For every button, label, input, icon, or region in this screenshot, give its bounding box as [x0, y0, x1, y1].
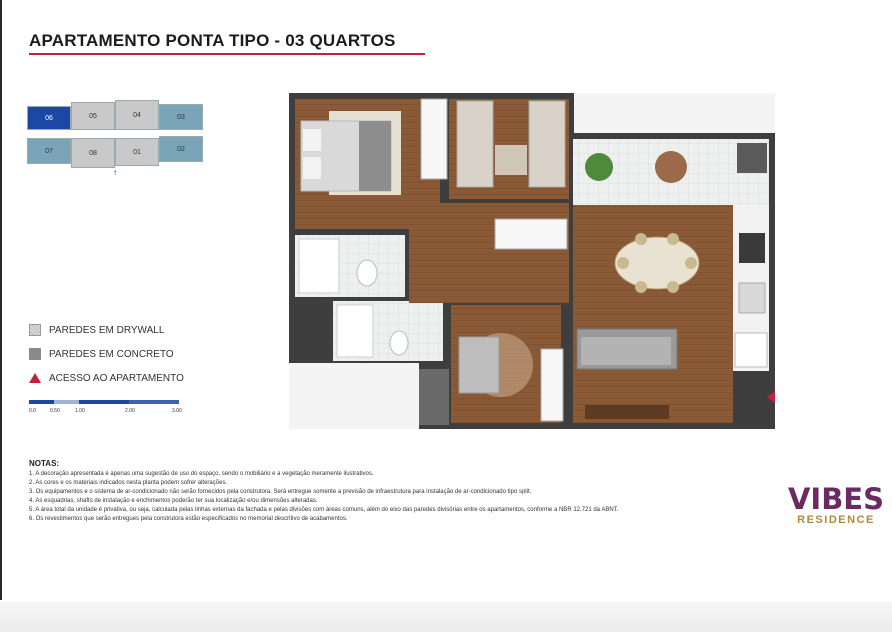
- access-triangle-icon: [29, 373, 41, 383]
- page-title: APARTAMENTO PONTA TIPO - 03 QUARTOS: [29, 31, 396, 50]
- legend-drywall-label: PAREDES EM DRYWALL: [49, 324, 165, 336]
- chair: [685, 257, 697, 269]
- notes-section: [29, 459, 769, 524]
- logo-main-text: VIBES: [787, 482, 885, 516]
- drywall-swatch: [29, 324, 41, 336]
- legend-row-drywall: [29, 318, 184, 342]
- scale-label: 0.50: [50, 408, 60, 414]
- toilet: [390, 331, 408, 355]
- note-item: 6. Os revestimentos que serão entregues pela construtora estão especificados no memorial descritivo de acabamentos.: [29, 516, 348, 522]
- tv-stand: [585, 405, 669, 419]
- key-unit-04: 04: [115, 100, 159, 130]
- key-unit-01: 01: [115, 138, 159, 166]
- pillow: [303, 129, 321, 151]
- key-plan: [27, 98, 207, 177]
- scale-label: 3.00: [172, 408, 182, 414]
- scale-label: 2.00: [125, 408, 135, 414]
- concrete-swatch: [29, 348, 41, 360]
- notes-title: NOTAS:: [29, 459, 60, 468]
- chair: [635, 233, 647, 245]
- balcony-table: [655, 151, 687, 183]
- wardrobe: [421, 99, 447, 179]
- vibes-residence-logo: [786, 484, 886, 526]
- left-frame-line: [0, 0, 2, 600]
- plant: [585, 153, 613, 181]
- fridge: [735, 333, 767, 367]
- scale-label: 0.0: [29, 408, 36, 414]
- note-item: 5. A área total da unidade é privativa, ou seja, calculada pelas linhas externas da fachada e pelas divisões com áreas comuns, além do eixo das paredes divisórias entre os apartamentos, conforme a NBR 12.721 da ABNT.: [29, 507, 619, 513]
- toilet: [357, 260, 377, 286]
- scale-segment: [79, 400, 129, 404]
- shaft: [419, 369, 449, 425]
- sofa-bed: [459, 337, 499, 393]
- cooktop: [739, 233, 765, 263]
- note-item: 3. Os equipamentos e o sistema de ar-condicionado não serão fornecidos pela construtora. Será entregue somente a previsão de infraestrutura para instalação de ar-condicionado tipo split.: [29, 489, 532, 495]
- single-bed: [529, 101, 565, 187]
- bed-blanket: [359, 121, 391, 191]
- scale-segment: [129, 400, 179, 404]
- chair: [667, 233, 679, 245]
- logo-sub-text: RESIDENCE: [797, 514, 875, 526]
- entry-arrow-icon: ↑: [113, 168, 117, 177]
- key-unit-07: 07: [27, 138, 71, 164]
- key-unit-08: 08: [71, 138, 115, 168]
- wardrobe: [541, 349, 563, 421]
- legend-row-concrete: [29, 342, 184, 366]
- chair: [617, 257, 629, 269]
- chair: [635, 281, 647, 293]
- single-bed: [457, 101, 493, 187]
- scale-segment: [29, 400, 54, 404]
- key-unit-03: 03: [159, 104, 203, 130]
- legend-access-label: ACESSO AO APARTAMENTO: [49, 372, 184, 384]
- scale-label: 1.00: [75, 408, 85, 414]
- shower: [299, 239, 339, 293]
- scale-bar: [29, 396, 182, 416]
- key-unit-05: 05: [71, 102, 115, 130]
- legend-row-access: [29, 366, 184, 390]
- key-unit-02: 02: [159, 136, 203, 162]
- legend: [29, 318, 184, 390]
- pillow: [303, 157, 321, 179]
- barbecue: [737, 143, 767, 173]
- title-underline: [29, 53, 425, 55]
- wardrobe: [495, 219, 567, 249]
- key-unit-06: 06: [27, 106, 71, 130]
- note-item: 1. A decoração apresentada é apenas uma sugestão de uso do espaço, sendo o mobiliário e a vegetação meramente ilustrativos.: [29, 471, 374, 477]
- hallway: [409, 203, 569, 303]
- note-item: 4. As esquadrias, shafts de instalação e enchimentos poderão ter sua localização e/ou dimensões alteradas.: [29, 498, 318, 504]
- sink: [739, 283, 765, 313]
- rug: [495, 145, 527, 175]
- shower: [337, 305, 373, 357]
- legend-concrete-label: PAREDES EM CONCRETO: [49, 348, 174, 360]
- sofa-seat: [581, 337, 671, 365]
- chair: [667, 281, 679, 293]
- bottom-strip: [0, 602, 892, 632]
- note-item: 2. As cores e os materiais indicados nesta planta podem sofrer alterações.: [29, 480, 228, 486]
- floor-plan-illustration: [289, 93, 775, 429]
